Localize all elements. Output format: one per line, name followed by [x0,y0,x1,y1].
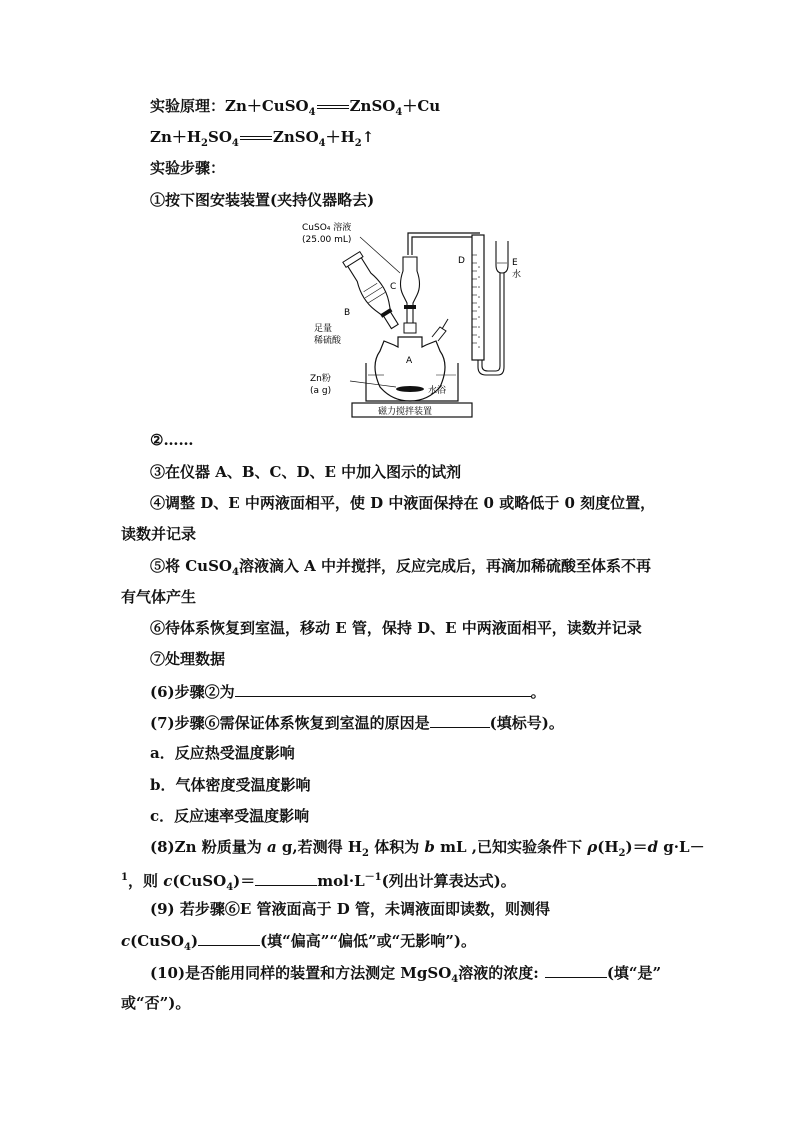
label-c: C [390,282,397,292]
step-4: ④调整 D、E 中两液面相平，使 D 中液面保持在 0 或略低于 0 刻度位置， [150,494,656,512]
answer-blank-7[interactable] [430,712,490,728]
bath-label: 水浴 [428,386,447,396]
acid-label-1: 足量 [314,324,333,334]
step-4-cont: 读数并记录 [121,525,197,543]
question-9-line-2: c(CuSO$_4$) (填“偏高”“偏低”或“无影响”)。 [121,932,477,953]
answer-blank-10[interactable] [545,962,607,978]
question-7: (7)步骤⑥需保证体系恢复到室温的原因是 (填标号)。 [150,714,564,732]
stirrer-label: 磁力搅拌装置 [378,407,433,417]
option-7b: b．气体密度受温度影响 [150,776,311,794]
step-6: ⑥待体系恢复到室温，移动 E 管，保持 D、E 中两液面相平，读数并记录 [150,619,642,637]
dropping-funnel-c [401,257,420,323]
step-1: ①按下图安装装置(夹持仪器略去) [150,191,375,209]
apparatus-diagram [300,215,540,420]
question-9-line-1: (9) 若步骤⑥E 管液面高于 D 管，未调液面即读数，则测得 [150,900,550,918]
step-5: ⑤将 CuSO$_4$溶液滴入 A 中并搅拌，反应完成后，再滴加稀硫酸至体系不再 [150,557,652,578]
label-a: A [406,356,413,366]
steps-label: 实验步骤： [150,159,226,177]
burette-d [472,235,484,360]
principle-line-2: $Zn+H_2SO_4$ $ZnSO_4+H_2↑$ [150,128,375,149]
option-7a: a．反应热受温度影响 [150,744,295,762]
question-6: (6)步骤②为 。 [150,683,546,701]
step-5-cont: 有气体产生 [121,588,197,606]
question-10-line-2: 或“否”)。 [121,994,191,1012]
question-8-line-1: (8)Zn 粉质量为 a g,若测得 $H_2$ 体积为 b mL ,已知实验条件下 $\rho(H_2)=d$ g·L－ [150,838,705,859]
equals-sign [317,105,349,109]
answer-blank-8[interactable] [255,870,317,886]
cuso4-label: CuSO₄ 溶液 [302,223,352,233]
answer-blank-9[interactable] [198,930,260,946]
option-7c: c．反应速率受温度影响 [150,807,310,825]
tube-e [496,241,508,273]
principle-label: 实验原理： [150,97,226,115]
water-label: 水 [512,270,522,280]
question-8-line-2: $^1$，则 c(CuSO$_4$)＝ $mol\cdot L^{-1}$(列出计算表达式)。 [121,872,516,893]
answer-blank-6[interactable] [235,681,531,697]
label-e: E [512,258,518,268]
step-7: ⑦处理数据 [150,650,226,668]
step-3: ③在仪器 A、B、C、D、E 中加入图示的试剂 [150,463,462,481]
principle-line-1: 实验原理：Zn＋CuSO$_4$ ZnSO$_4$＋Cu [150,97,441,118]
step-2: ②…… [150,431,194,449]
label-d: D [458,256,465,266]
equals-sign [240,136,272,140]
zn-powder [396,386,424,392]
acid-label-2: 稀硫酸 [314,336,342,346]
label-b: B [344,308,351,318]
zn-label-2: (a g) [310,386,332,396]
cuso4-volume: (25.00 mL) [302,235,352,245]
zn-label-1: Zn粉 [310,374,331,384]
question-10-line-1: (10)是否能用同样的装置和方法测定 MgSO$_4$溶液的浓度: (填“是” [150,964,662,985]
